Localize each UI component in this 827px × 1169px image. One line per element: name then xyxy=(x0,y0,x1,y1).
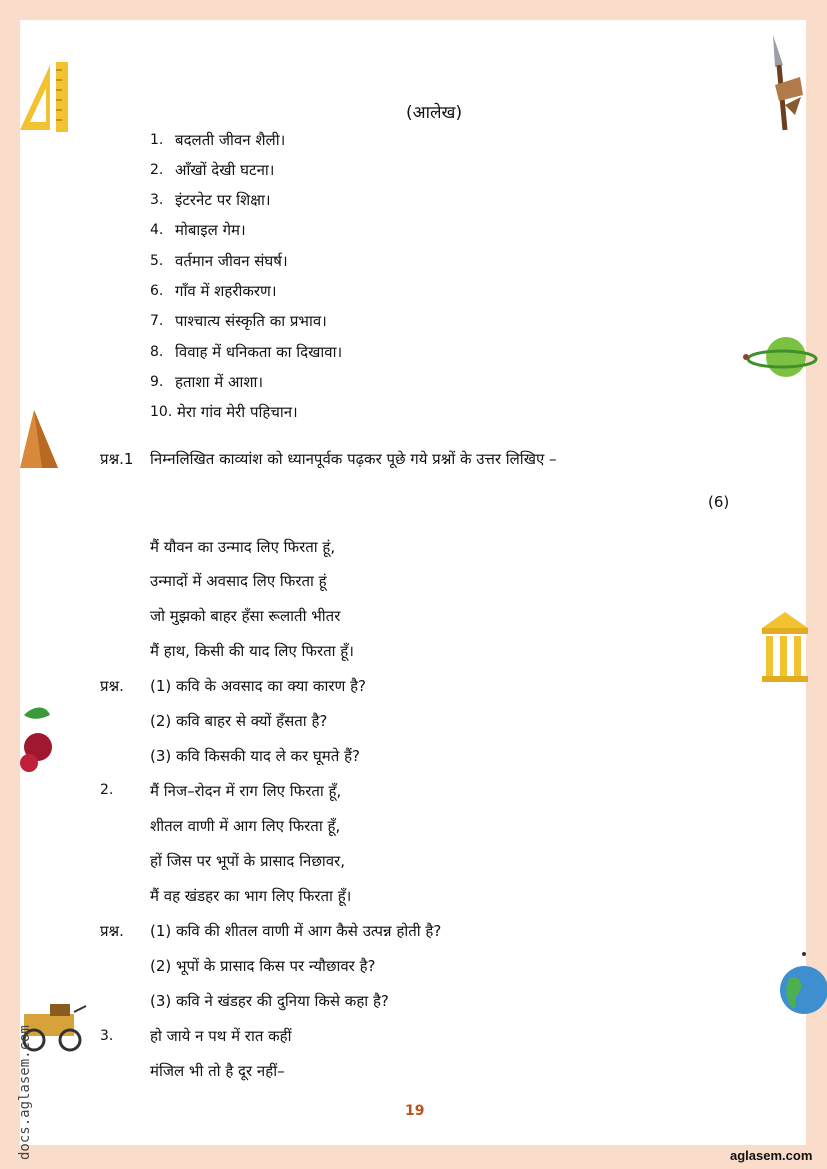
poem-line: शीतल वाणी में आग लिए फिरता हूँ, xyxy=(150,817,341,835)
topic-number: 4. xyxy=(150,222,164,238)
planet-icon xyxy=(740,335,810,385)
marks: (6) xyxy=(708,493,730,511)
topic-number: 8. xyxy=(150,344,164,360)
question-label: प्रश्न. xyxy=(100,922,124,940)
question-item: (1) कवि की शीतल वाणी में आग कैसे उत्पन्न होती है? xyxy=(150,922,442,940)
temple-icon xyxy=(760,610,810,685)
stanza-number: 3. xyxy=(100,1028,114,1044)
topic-text: वर्तमान जीवन संघर्ष। xyxy=(175,252,288,270)
topic-text: गाँव में शहरीकरण। xyxy=(175,282,277,300)
poem-line: उन्मादों में अवसाद लिए फिरता हूं xyxy=(150,572,327,590)
topic-text: बदलती जीवन शैली। xyxy=(175,131,286,149)
topic-text: पाश्चात्य संस्कृति का प्रभाव। xyxy=(175,312,327,330)
topic-number: 1. xyxy=(150,132,164,148)
page xyxy=(20,20,806,1145)
spear-icon xyxy=(765,35,810,135)
topic-number: 2. xyxy=(150,162,164,178)
fruit-icon xyxy=(20,705,60,775)
question-label: प्रश्न. xyxy=(100,677,124,695)
side-watermark: docs.aglasem.com xyxy=(17,1025,33,1160)
poem-line: मंजिल भी तो है दूर नहीं– xyxy=(150,1062,285,1080)
stanza-number: 2. xyxy=(100,782,114,798)
poem-line: हों जिस पर भूपों के प्रासाद निछावर, xyxy=(150,852,346,870)
page-number: 19 xyxy=(405,1103,425,1119)
question-label: प्रश्न.1 xyxy=(100,450,134,468)
question-item: (3) कवि किसकी याद ले कर घूमते हैं? xyxy=(150,747,361,765)
topic-text: मेरा गांव मेरी पहिचान। xyxy=(177,403,298,421)
topic-text: विवाह में धनिकता का दिखावा। xyxy=(175,343,343,361)
question-item: (2) भूपों के प्रासाद किस पर न्यौछावर है? xyxy=(150,957,376,975)
page-heading: (आलेख) xyxy=(406,103,463,123)
question-item: (2) कवि बाहर से क्यों हँसता है? xyxy=(150,712,328,730)
brand-footer: aglasem.com xyxy=(730,1148,813,1163)
question-item: (1) कवि के अवसाद का क्या कारण है? xyxy=(150,677,367,695)
poem-line: मैं वह खंडहर का भाग लिए फिरता हूँ। xyxy=(150,887,352,905)
poem-line: हो जाये न पथ में रात कहीं xyxy=(150,1027,292,1045)
topic-text: मोबाइल गेम। xyxy=(175,221,246,239)
globe-icon xyxy=(778,950,813,1020)
topic-number: 5. xyxy=(150,253,164,269)
topic-number: 10. xyxy=(150,404,173,420)
topic-text: हताशा में आशा। xyxy=(175,373,264,391)
ruler-icon xyxy=(20,60,70,135)
pyramid-icon xyxy=(20,410,60,470)
poem-line: मैं हाथ, किसी की याद लिए फिरता हूँ। xyxy=(150,642,354,660)
topic-number: 7. xyxy=(150,313,164,329)
topic-number: 9. xyxy=(150,374,164,390)
topic-text: इंटरनेट पर शिक्षा। xyxy=(175,191,271,209)
poem-line: जो मुझको बाहर हँसा रूलाती भीतर xyxy=(150,607,341,625)
question-item: (3) कवि ने खंडहर की दुनिया किसे कहा है? xyxy=(150,992,389,1010)
poem-line: मैं निज–रोदन में राग लिए फिरता हूँ, xyxy=(150,782,342,800)
topic-text: आँखों देखी घटना। xyxy=(175,161,275,179)
question-instruction: निम्नलिखित काव्यांश को ध्यानपूर्वक पढ़कर पूछे गये प्रश्नों के उत्तर लिखिए – xyxy=(150,450,557,468)
topic-number: 3. xyxy=(150,192,164,208)
topic-number: 6. xyxy=(150,283,164,299)
poem-line: मैं यौवन का उन्माद लिए फिरता हूं, xyxy=(150,538,336,556)
